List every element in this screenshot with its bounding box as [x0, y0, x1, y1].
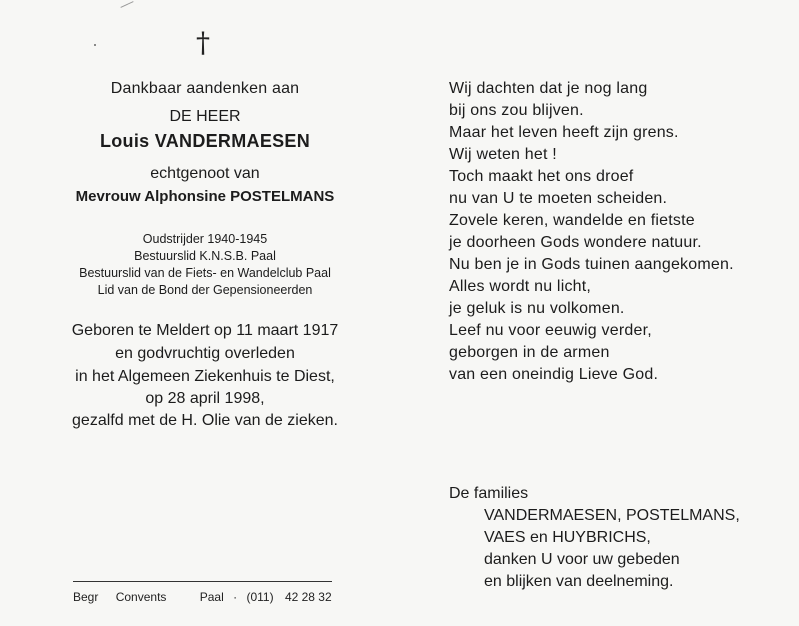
poem: [449, 78, 789, 386]
family-names: VANDERMAESEN, POSTELMANS,: [484, 507, 740, 524]
printer-place: Paal: [199, 590, 224, 604]
thanks-line: en blijken van deelneming.: [484, 573, 674, 590]
paper-scratch: [120, 1, 133, 8]
dedication-line: Dankbaar aandenken aan: [110, 80, 300, 97]
cross-icon: †: [196, 26, 210, 59]
families-intro: De families: [449, 485, 529, 502]
poem-line: Zovele keren, wandelde en fietste: [449, 212, 695, 229]
poem-line: bij ons zou blijven.: [449, 102, 584, 119]
poem-line: geborgen in de armen: [449, 344, 610, 361]
honorific: DE HEER: [169, 108, 241, 125]
family-names: VAES en HUYBRICHS,: [484, 529, 651, 546]
poem-line: Leef nu voor eeuwig verder,: [449, 322, 652, 339]
poem-line: Alles wordt nu licht,: [449, 278, 592, 295]
poem-line: je geluk is nu volkomen.: [449, 300, 625, 317]
spouse-relation: echtgenoot van: [150, 165, 260, 182]
poem-line: van een oneindig Lieve God.: [449, 366, 659, 383]
printer-label: Begr: [73, 590, 99, 604]
printer-separator: ·: [233, 590, 238, 604]
death-line: en godvruchtig overleden: [115, 345, 295, 362]
poem-line: Toch maakt het ons droef: [449, 168, 634, 185]
spouse-name: Mevrouw Alphonsine POSTELMANS: [75, 188, 335, 205]
death-place-line: in het Algemeen Ziekenhuis te Diest,: [75, 368, 335, 385]
birth-line: Geboren te Meldert op 11 maart 1917: [71, 322, 339, 339]
poem-line: Nu ben je in Gods tuinen aangekomen.: [449, 256, 734, 273]
thanks-line: danken U voor uw gebeden: [484, 551, 680, 568]
poem-line: Wij dachten dat je nog lang: [449, 80, 648, 97]
printer-imprint: [73, 590, 343, 604]
title-line: Lid van de Bond der Gepensioneerden: [97, 283, 313, 297]
paper-speck: [94, 44, 96, 46]
title-line: Oudstrijder 1940-1945: [142, 232, 268, 246]
printer-divider: [73, 581, 332, 582]
printer-phone: 42 28 32: [284, 590, 332, 604]
poem-line: nu van U te moeten scheiden.: [449, 190, 668, 207]
printer-area-code: (011): [246, 590, 274, 604]
title-line: Bestuurslid K.N.S.B. Paal: [134, 249, 276, 263]
poem-line: je doorheen Gods wondere natuur.: [449, 234, 702, 251]
title-line: Bestuurslid van de Fiets- en Wandelclub Paal: [79, 266, 331, 280]
sacrament-line: gezalfd met de H. Olie van de zieken.: [72, 412, 338, 429]
death-date-line: op 28 april 1998,: [145, 390, 265, 407]
poem-line: Maar het leven heeft zijn grens.: [449, 124, 679, 141]
deceased-name: Louis VANDERMAESEN: [99, 131, 311, 151]
printer-company: Convents: [115, 590, 167, 604]
poem-line: Wij weten het !: [449, 146, 557, 163]
